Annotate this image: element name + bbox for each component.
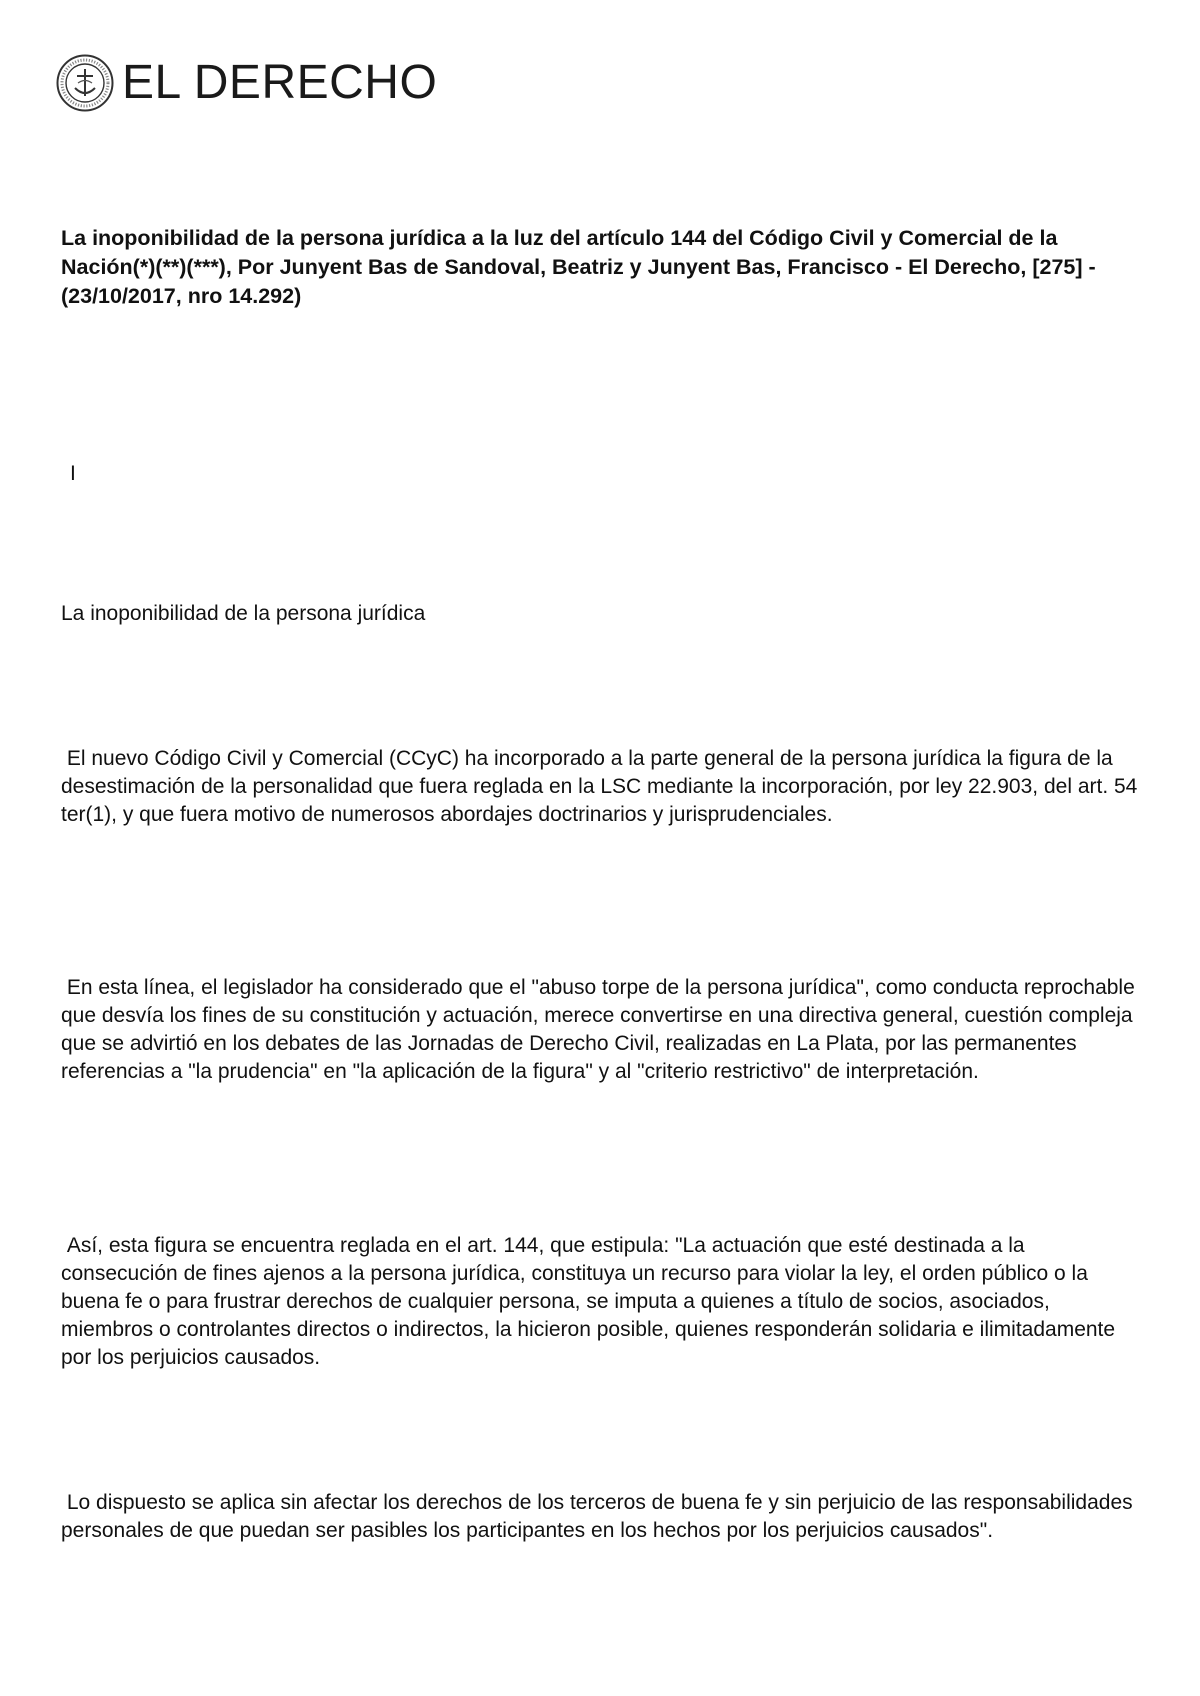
publication-logo [56,54,437,112]
body-paragraph: Lo dispuesto se aplica sin afectar los derechos de los terceros de buena fe y sin perjuicio de las responsabilidades personales de que puedan ser pasibles los participantes en los hechos por los perjuicios causados". [61,1491,1139,1542]
body-paragraph: El nuevo Código Civil y Comercial (CCyC) ha incorporado a la parte general de la persona jurídica la figura de la desestimación de la personalidad que fuera reglada en la LSC mediante la incorporación, por ley 22.903, del art. 54 ter(1), y que fuera motivo de numerosos abordajes doctrinarios y jurisprudenciales. [61,747,1144,826]
university-seal-icon [56,54,114,112]
body-paragraph: En esta línea, el legislador ha considerado que el "abuso torpe de la persona jurídica", como conducta reprochable que desvía los fines de su constitución y actuación, merece convertirse en una directiva general, cuestión compleja que se advirtió en los debates de las Jornadas de Derecho Civil, realizadas en La Plata, por las permanentes referencias a "la prudencia" en "la aplicación de la figura" y al "criterio restrictivo" de interpretación. [61,976,1141,1083]
section-number: I [70,462,76,485]
document-title: La inoponibilidad de la persona jurídica a la luz del artículo 144 del Código Civil y Comercial de la Nación(*)(**)(***), Por Junyent Bas de Sandoval, Beatriz y Junyent Bas, Francisco - El Derecho, [275] - (23/10/2017, nro 14.292) [61,226,1096,308]
publication-name: EL DERECHO [122,56,438,109]
body-paragraph: Así, esta figura se encuentra reglada en el art. 144, que estipula: "La actuación que esté destinada a la consecución de fines ajenos a la persona jurídica, constituya un recurso para violar la ley, el orden público o la buena fe o para frustrar derechos de cualquier persona, se imputa a quienes a título de socios, asociados, miembros o controlantes directos o indirectos, la hicieron posible, quienes responderán solidaria e ilimitadamente por los perjuicios causados. [61,1234,1121,1369]
section-heading: La inoponibilidad de la persona jurídica [61,602,426,625]
